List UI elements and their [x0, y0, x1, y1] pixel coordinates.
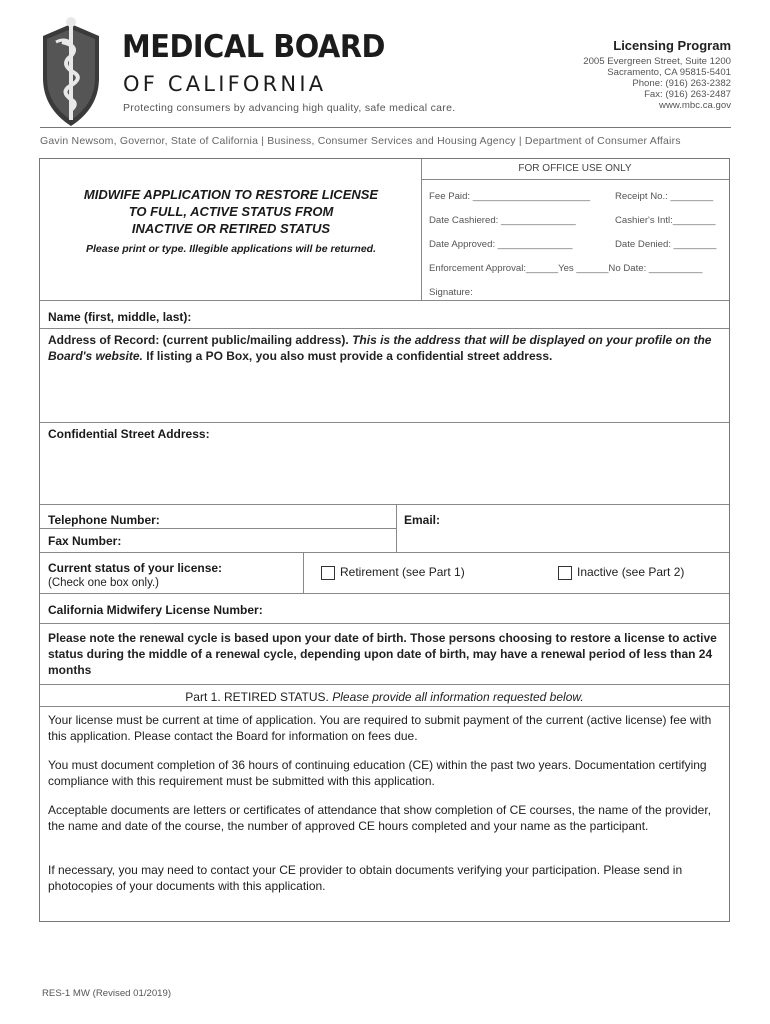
row-divider [40, 504, 729, 505]
form-title-line: TO FULL, ACTIVE STATUS FROM [128, 204, 334, 219]
row-divider [40, 422, 729, 423]
contact-block [583, 39, 731, 111]
email-label: Email: [404, 513, 441, 527]
inactive-checkbox[interactable] [558, 566, 572, 580]
form-instruction: Please print or type. Illegible applications will be returned. [86, 243, 376, 255]
form-id: RES-1 MW (Revised 01/2019) [42, 988, 172, 999]
row-divider [40, 300, 729, 301]
row-divider [40, 623, 729, 624]
name-label: Name (first, middle, last): [48, 310, 192, 324]
org-name: MEDICAL BOARD [122, 29, 386, 65]
part1-note: Please provide all information requested below. [332, 690, 584, 704]
form-title-line: MIDWIFE APPLICATION TO RESTORE LICENSE [83, 187, 379, 202]
fax-line: Fax: (916) 263-2487 [644, 89, 731, 100]
inactive-option-label: Inactive (see Part 2) [577, 565, 685, 579]
address-line-1: 2005 Evergreen Street, Suite 1200 [583, 56, 731, 67]
form-title [50, 186, 412, 237]
row-divider [40, 684, 729, 685]
fee-paid-field: Fee Paid: ______________________ [429, 191, 591, 202]
org-tagline: Protecting consumers by advancing high quality, safe medical care. [123, 102, 456, 114]
address-profile-note: This is the address that will be displayed on your profile on the Board's website. [48, 333, 712, 363]
medical-board-seal-icon [40, 16, 102, 128]
retirement-checkbox[interactable] [321, 566, 335, 580]
part1-paragraph: Your license must be current at time of application. You are required to submit payment of the current (active license) fee with this application. Please contact the Board for information on fees due. [48, 713, 712, 743]
phone-line: Phone: (916) 263-2382 [632, 78, 731, 89]
office-title-divider [421, 179, 729, 180]
row-divider [40, 328, 729, 329]
confidential-address-label: Confidential Street Address: [48, 427, 210, 441]
date-approved-field: Date Approved: ______________ [429, 239, 573, 250]
date-denied-field: Date Denied: ________ [615, 239, 717, 250]
enforcement-approval-field: Enforcement Approval:______Yes ______No Date: __________ [429, 263, 703, 274]
signature-field: Signature: [429, 287, 473, 298]
retirement-option-label: Retirement (see Part 1) [340, 565, 465, 579]
office-divider [421, 159, 422, 300]
row-divider [40, 528, 397, 529]
license-status-label: Current status of your license: [48, 561, 223, 575]
part1-paragraph: Acceptable documents are letters or certificates of attendance that show completion of CE courses, the name of the provider, the name and date of the course, the number of approved CE hours completed and your name as the participant. [48, 803, 712, 833]
address-label-text: Address of Record: (current public/mailing address). [48, 333, 349, 347]
address-pobox-note: If listing a PO Box, you also must provide a confidential street address. [146, 349, 553, 363]
part1-paragraph: If necessary, you may need to contact your CE provider to obtain documents verifying your participation. Please send in photocopies of your documents with this application. [48, 863, 683, 893]
website-line: www.mbc.ca.gov [659, 100, 731, 111]
address-line-2: Sacramento, CA 95815-5401 [607, 67, 731, 78]
part1-heading [40, 689, 729, 705]
part1-paragraph: You must document completion of 36 hours of continuing education (CE) within the past two years. Documentation certifying compliance with this requirement must be submitted with this application. [48, 758, 707, 788]
status-divider [303, 552, 304, 593]
agency-line: Gavin Newsom, Governor, State of California | Business, Consumer Services and Housing Agency | Department of Consumer Affairs [40, 135, 681, 147]
fax-label: Fax Number: [48, 534, 122, 548]
row-divider [40, 593, 729, 594]
part1-title: Part 1. RETIRED STATUS. [185, 690, 329, 704]
cashier-intl-field: Cashier's Intl:________ [615, 215, 716, 226]
row-divider [40, 706, 729, 707]
license-number-label: California Midwifery License Number: [48, 603, 263, 617]
date-cashiered-field: Date Cashiered: ______________ [429, 215, 576, 226]
header-divider [40, 127, 731, 128]
receipt-no-field: Receipt No.: ________ [615, 191, 714, 202]
renewal-cycle-note: Please note the renewal cycle is based upon your date of birth. Those persons choosing to restore a license to active status during the middle of a renewal cycle, depending upon date of birth, may have a renewal period of less than 24 months [48, 631, 717, 677]
org-subtitle: OF CALIFORNIA [123, 72, 327, 96]
application-form [39, 158, 730, 922]
program-name: Licensing Program [613, 38, 731, 53]
telephone-label: Telephone Number: [48, 513, 160, 527]
row-divider [40, 552, 729, 553]
form-title-line: INACTIVE OR RETIRED STATUS [131, 221, 331, 236]
office-use-title: FOR OFFICE USE ONLY [518, 163, 632, 174]
license-status-hint: (Check one box only.) [48, 577, 160, 589]
address-label [48, 332, 728, 364]
